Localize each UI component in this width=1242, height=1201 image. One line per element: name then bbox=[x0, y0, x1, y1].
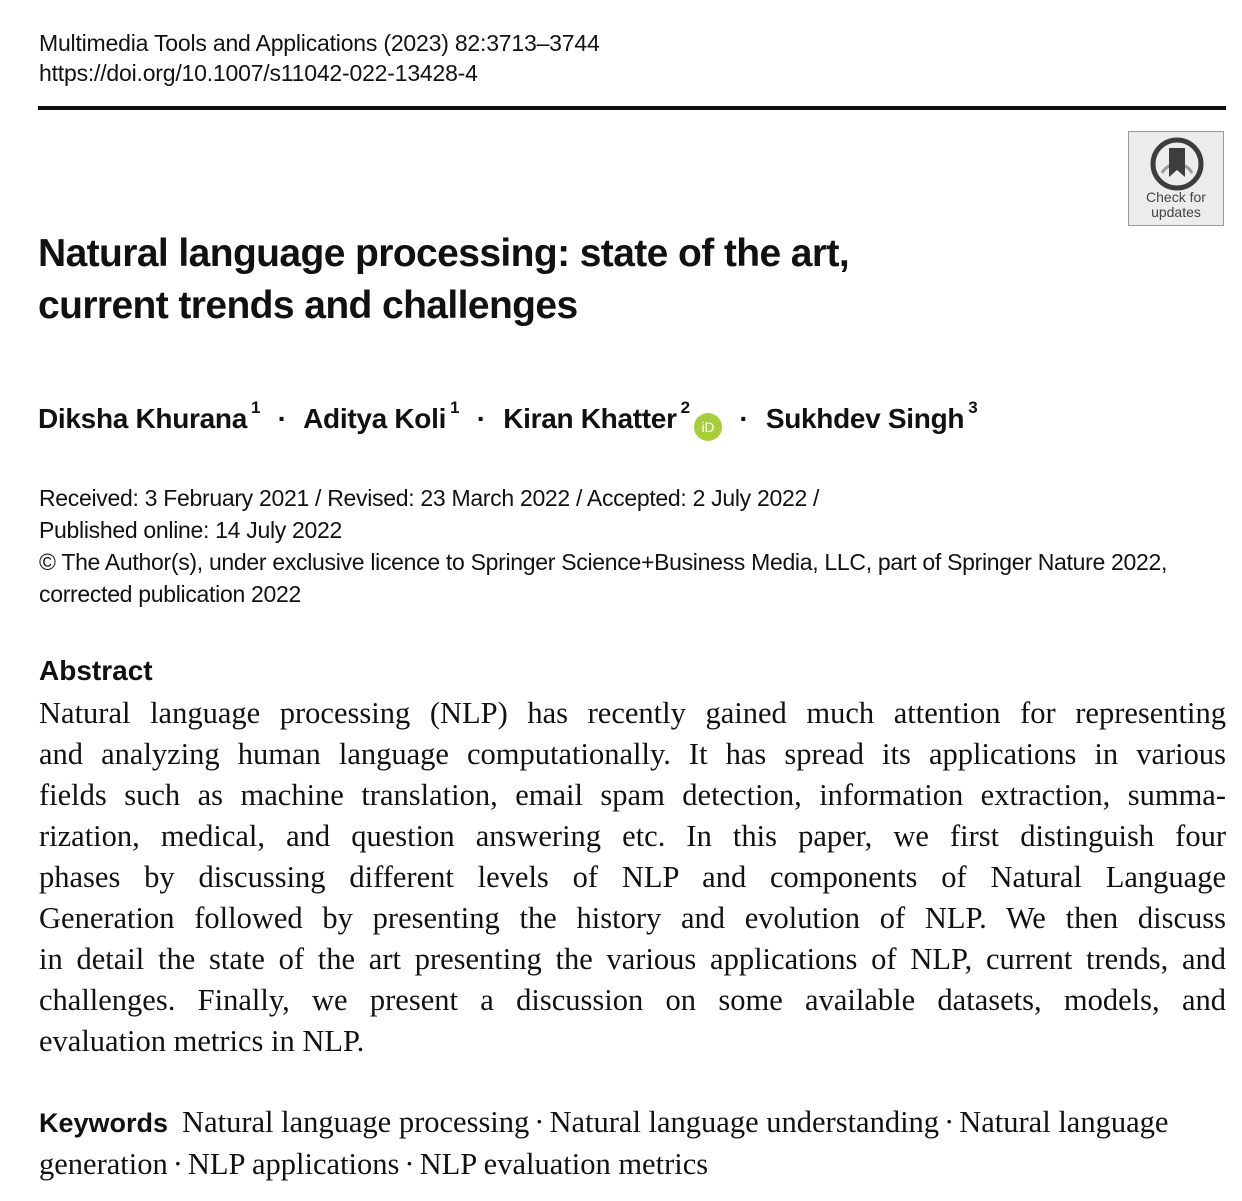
header-rule bbox=[38, 106, 1226, 110]
journal-header bbox=[39, 28, 600, 88]
author-name: Kiran Khatter bbox=[503, 403, 677, 434]
paper-title bbox=[38, 228, 849, 332]
author-separator: · bbox=[476, 403, 486, 434]
keyword: Natural language generation bbox=[39, 1105, 1169, 1181]
keyword: NLP evaluation metrics bbox=[419, 1147, 709, 1181]
abstract-line: fields such as machine translation, email spam detection, information extraction, summa- bbox=[39, 778, 1226, 812]
badge-label-line1: Check for bbox=[1146, 189, 1206, 205]
author-name: Aditya Koli bbox=[303, 403, 447, 434]
abstract-line: Generation followed by presenting the history and evolution of NLP. We then discuss bbox=[39, 901, 1226, 935]
abstract-line: Natural language processing (NLP) has recently gained much attention for representing bbox=[39, 696, 1226, 730]
abstract-text bbox=[39, 693, 1226, 1062]
keyword: Natural language understanding bbox=[549, 1105, 940, 1139]
abstract-line: in detail the state of the art presenting the various applications of NLP, current trends, and bbox=[39, 942, 1226, 976]
check-for-updates-icon bbox=[1150, 137, 1204, 191]
keyword: NLP applications bbox=[187, 1147, 400, 1181]
author-name: Diksha Khurana bbox=[38, 403, 247, 434]
keyword-separator: · bbox=[534, 1105, 545, 1139]
author-affiliation: 3 bbox=[968, 398, 978, 417]
keyword: Natural language processing bbox=[182, 1105, 530, 1139]
keyword-separator: · bbox=[404, 1147, 415, 1181]
abstract-line: and analyzing human language computationally. It has spread its applications in various bbox=[39, 737, 1226, 771]
keywords-label: Keywords bbox=[39, 1108, 169, 1138]
author-separator: · bbox=[739, 403, 749, 434]
abstract-line: challenges. Finally, we present a discussion on some available datasets, models, and bbox=[39, 983, 1226, 1017]
badge-label-line2: updates bbox=[1151, 204, 1201, 220]
abstract-line: rization, medical, and question answering etc. In this paper, we first distinguish four bbox=[39, 819, 1226, 853]
abstract-heading: Abstract bbox=[39, 655, 153, 686]
author-affiliation: 1 bbox=[450, 398, 460, 417]
history-dates: Received: 3 February 2021 / Revised: 23 March 2022 / Accepted: 2 July 2022 / bbox=[39, 485, 820, 511]
author-separator: · bbox=[277, 403, 287, 434]
keyword-separator: · bbox=[172, 1147, 183, 1181]
publication-history bbox=[39, 482, 1229, 610]
paper-title-line2: current trends and challenges bbox=[38, 284, 578, 327]
badge-label bbox=[1129, 190, 1223, 220]
author-list bbox=[38, 388, 977, 441]
copyright-line: © The Author(s), under exclusive licence to Springer Science+Business Media, LLC, part of Springer Nature 2022, bbox=[39, 549, 1168, 575]
doi-link[interactable]: https://doi.org/10.1007/s11042-022-13428-4 bbox=[39, 60, 478, 86]
history-published: Published online: 14 July 2022 bbox=[39, 517, 343, 543]
orcid-icon[interactable]: iD bbox=[694, 413, 722, 441]
keyword-separator: · bbox=[944, 1105, 955, 1139]
paper-title-line1: Natural language processing: state of the art, bbox=[38, 232, 850, 275]
abstract-line: evaluation metrics in NLP. bbox=[39, 1024, 365, 1058]
abstract-line: phases by discussing different levels of NLP and components of Natural Language bbox=[39, 860, 1226, 894]
author-name: Sukhdev Singh bbox=[765, 403, 965, 434]
author-affiliation: 2 bbox=[680, 398, 690, 417]
copyright-line-continued: corrected publication 2022 bbox=[39, 581, 301, 607]
keywords-section bbox=[39, 1102, 1229, 1185]
journal-citation: Multimedia Tools and Applications (2023) 82:3713–3744 bbox=[39, 30, 600, 56]
check-for-updates-badge[interactable] bbox=[1128, 131, 1224, 226]
author-affiliation: 1 bbox=[250, 398, 261, 417]
